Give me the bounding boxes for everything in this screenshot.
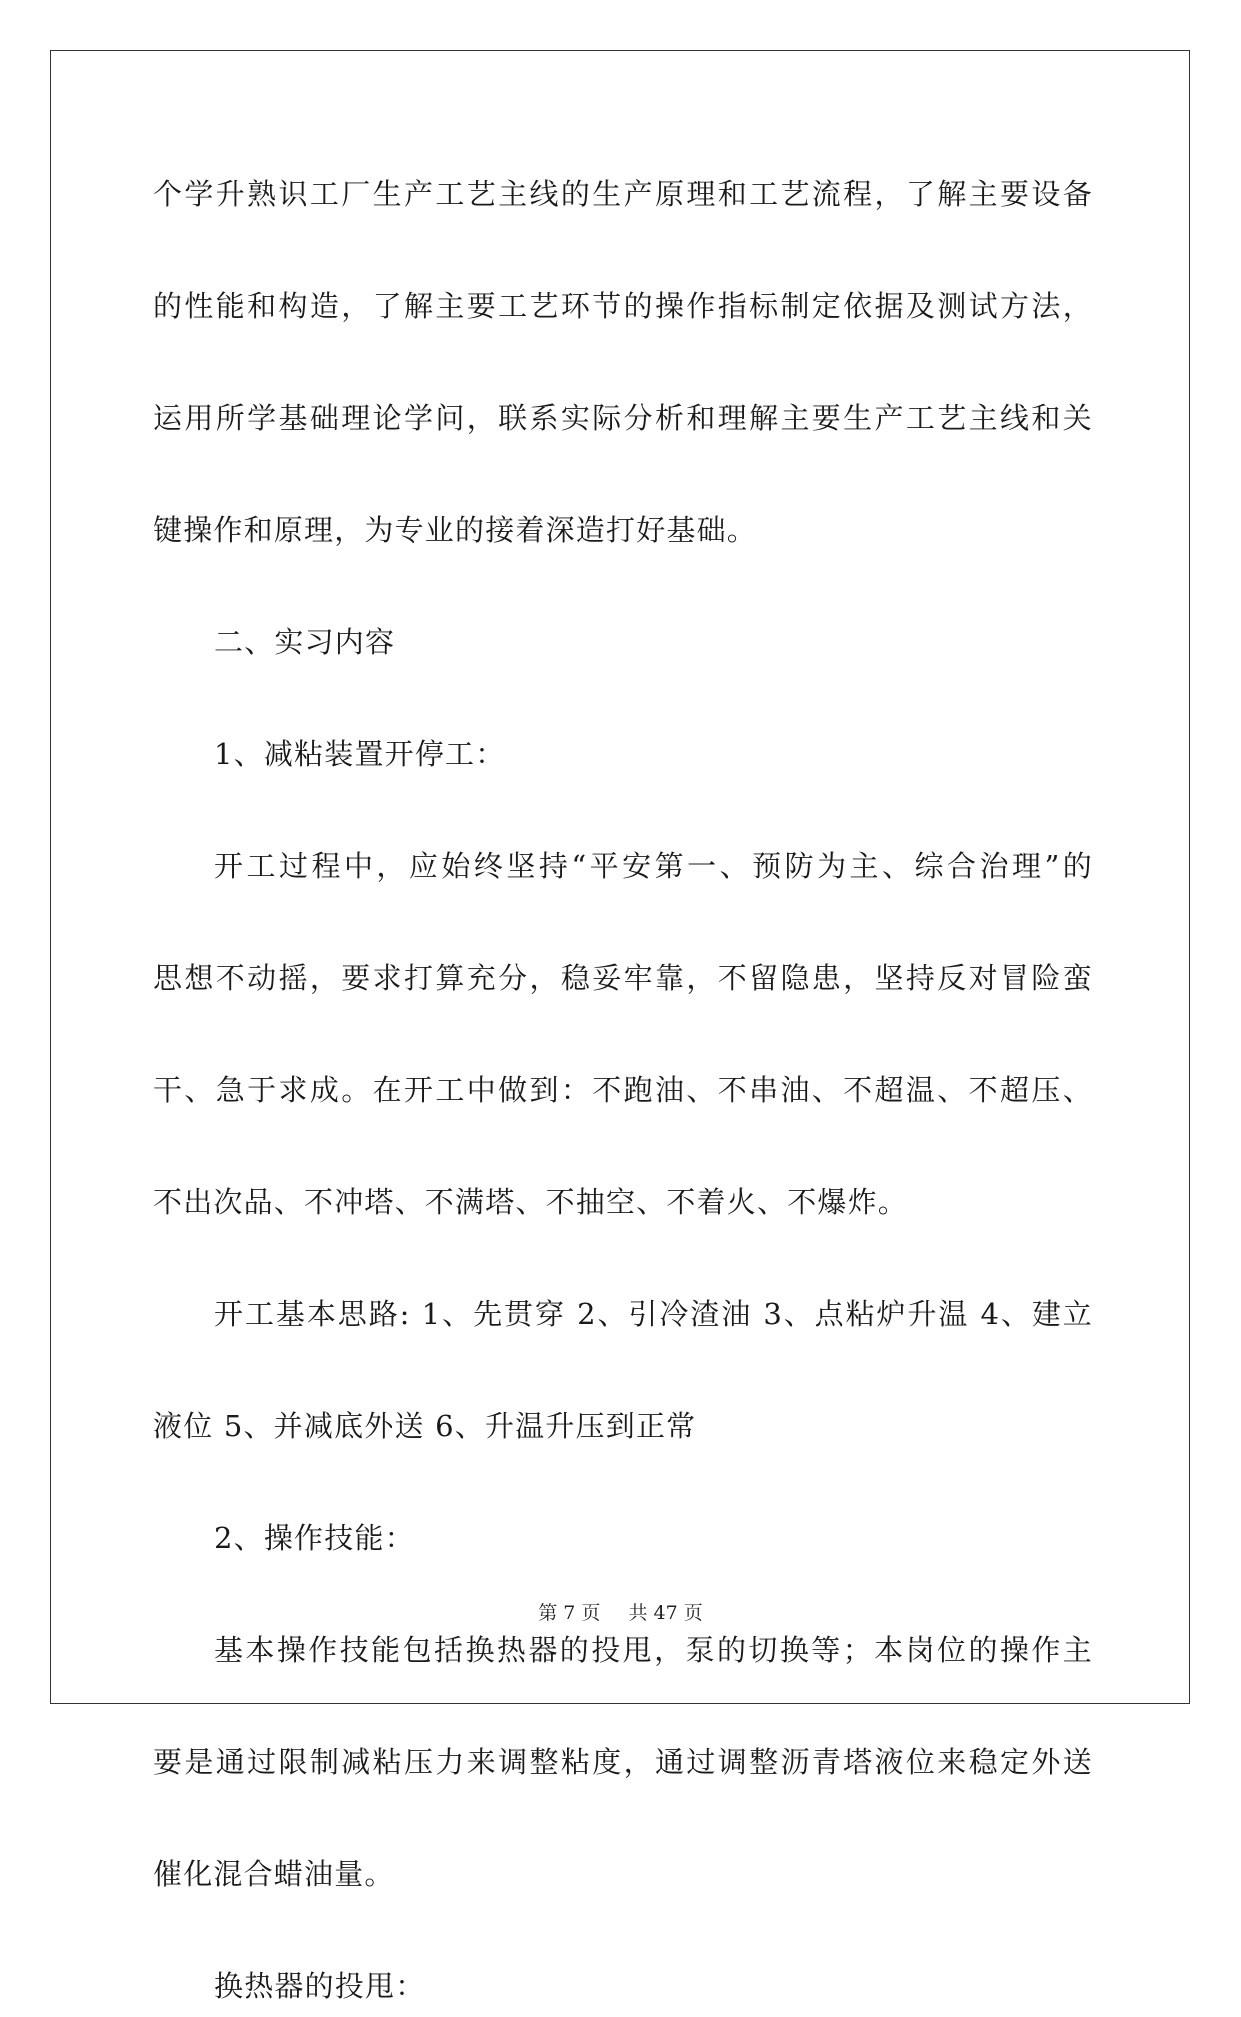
page-number-current: 第 7 页	[538, 1602, 601, 1624]
paragraph-line: 开工基本思路: 1、先贯穿 2、引冷渣油 3、点粘炉升温 4、建立	[214, 1297, 1093, 1331]
paragraph-line: 催化混合蜡油量。	[153, 1857, 395, 1891]
page-footer	[0, 1598, 1241, 1625]
paragraph-line: 不出次品、不冲塔、不满塔、不抽空、不着火、不爆炸。	[153, 1185, 909, 1219]
paragraph-line: 开工过程中，应始终坚持“平安第一、预防为主、综合治理”的	[214, 849, 1093, 883]
subsection-heading: 换热器的投甩：	[214, 1969, 426, 2003]
paragraph-line: 要是通过限制减粘压力来调整粘度，通过调整沥青塔液位来稳定外送	[153, 1745, 1093, 1779]
paragraph-line: 的性能和构造，了解主要工艺环节的操作指标制定依据及测试方法，	[153, 289, 1093, 323]
document-body	[153, 163, 1093, 2017]
paragraph-line: 干、急于求成。在开工中做到：不跑油、不串油、不超温、不超压、	[153, 1073, 1093, 1107]
paragraph-line: 思想不动摇，要求打算充分，稳妥牢靠，不留隐患，坚持反对冒险蛮	[153, 961, 1093, 995]
page-number-total: 共 47 页	[628, 1602, 703, 1624]
paragraph-line: 液位 5、并减底外送 6、升温升压到正常	[153, 1409, 697, 1443]
subsection-heading: 2、操作技能：	[214, 1521, 415, 1555]
paragraph-line: 个学升熟识工厂生产工艺主线的生产原理和工艺流程，了解主要设备	[153, 177, 1093, 211]
paragraph-line: 键操作和原理，为专业的接着深造打好基础。	[153, 513, 758, 547]
paragraph-line: 基本操作技能包括换热器的投甩，泵的切换等；本岗位的操作主	[214, 1633, 1093, 1667]
subsection-heading: 1、减粘装置开停工：	[214, 737, 506, 771]
section-heading: 二、实习内容	[214, 625, 396, 659]
paragraph-line: 运用所学基础理论学问，联系实际分析和理解主要生产工艺主线和关	[153, 401, 1093, 435]
